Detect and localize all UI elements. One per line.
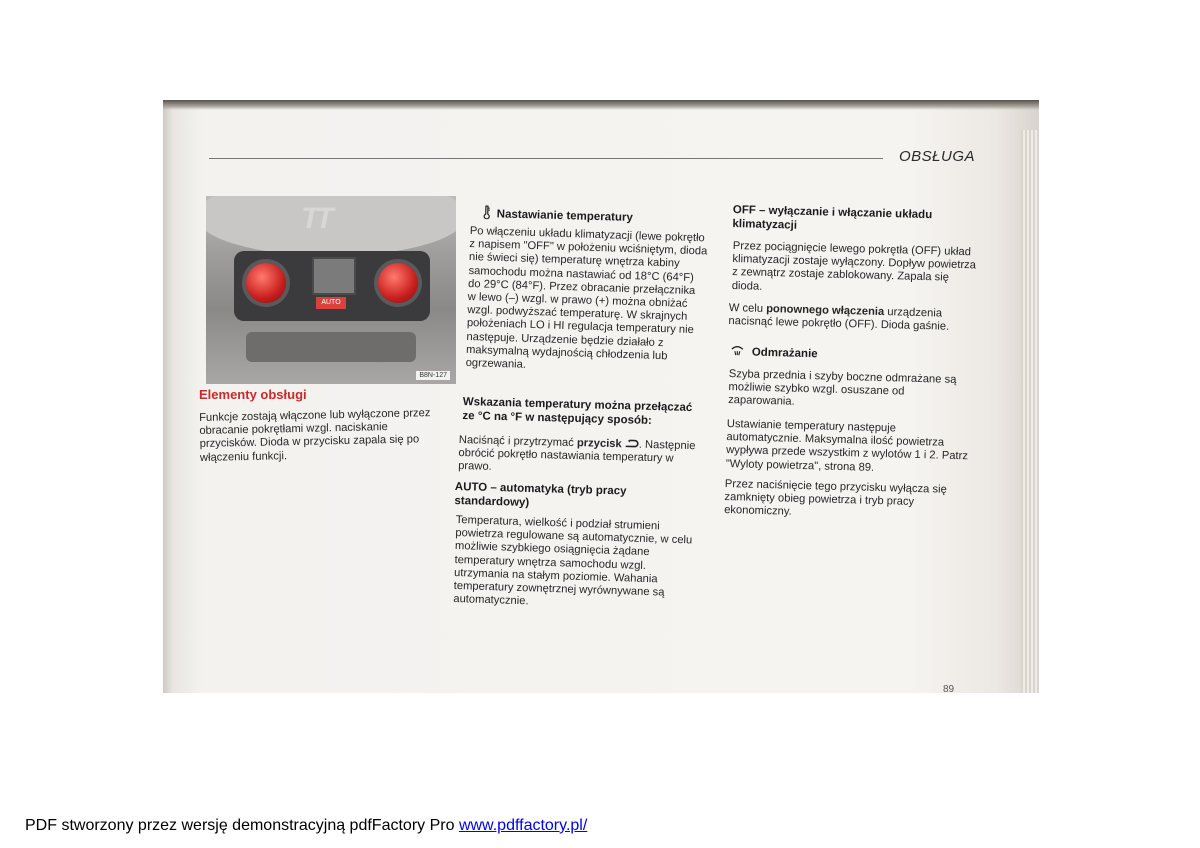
col3-p2-bold: ponownego włączenia <box>765 302 885 319</box>
pdf-footer <box>25 817 587 835</box>
col3-h2 <box>731 345 971 366</box>
page-number: 89 <box>943 684 955 693</box>
col3-h1: OFF – wyłączanie i włączanie układu klimatyzacji <box>732 204 933 232</box>
col2-heading-text: Nastawianie temperatury <box>496 208 634 224</box>
col1-text: Funkcje zostają włączone lub wyłączone przez obracanie pokrętłami wzgl. naciskanie przycisków. Dioda w przycisku zapala się po włączeniu funkcji. <box>199 407 431 464</box>
footer-text: PDF stworzony przez wersję demonstracyjną pdfFactory Pro <box>25 817 459 834</box>
col2-p2 <box>458 434 699 480</box>
col2-p2-a: Naciśnąć i przytrzymać <box>458 434 578 450</box>
col3-p4: Ustawianie temperatury następuje automatycznie. Maksymalna ilość powietrza wypływa przede wszystkim z wylotów 1 i 2. Patrz "Wyloty powietrza", strona 89. <box>725 418 969 474</box>
col2-p3: Temperatura, wielkość i podział strumieni powietrza regulowane są automatycznie, w celu możliwie szybkiego osiągnięcia żądane temperatury wnętrza samochodu wzgl. utrzymania na stałym poziomie. Wahania temperatury zownętrznej wyrównywane są automatycznie. <box>453 514 693 608</box>
col2-p2-bold: przycisk <box>576 437 622 451</box>
col3-p3: Szyba przednia i szyby boczne odmrażane są możliwie szybko wzgl. osuszane od zaparowania. <box>727 368 957 409</box>
scanned-page <box>163 100 1039 693</box>
left-knob <box>246 263 286 303</box>
climate-panel-photo <box>206 196 456 384</box>
col2-p1: Po włączeniu układu klimatyzacji (lewe pokrętło z napisem "OFF" w położeniu wciśniętym, dioda nie świeci się) temperaturę wnętrza kabiny samochodu można nastawiać od 18°C (64°F) do 29°C (84°F). Przez obracanie przełącznika w lewo (–) wzgl. w prawo (+) można obniżać wzgl. podwyższać temperaturę. W skrajnych położeniach LO i HI regulacja temperatury nie następuje. Urządzenie będzie działało z maksymalną wydajnością chłodzenia lub ogrzewania. <box>465 225 708 371</box>
defrost-icon <box>731 345 744 356</box>
lower-vent <box>246 332 416 362</box>
section-title: OBSŁUGA <box>899 148 976 165</box>
recirculation-icon <box>625 439 639 448</box>
page-top-shadow <box>163 100 1039 110</box>
col2-h3: AUTO – automatyka (tryb pracy standardowy) <box>454 481 627 509</box>
col3-h2-text: Odmrażanie <box>751 346 818 361</box>
col3-p2-a: W celu <box>728 302 767 315</box>
tt-badge: TT <box>301 202 330 235</box>
col3-p2 <box>728 302 974 335</box>
climate-control-panel <box>234 251 430 321</box>
page-edge <box>1021 130 1039 693</box>
header-rule <box>209 158 883 159</box>
footer-link[interactable]: www.pdffactory.pl/ <box>458 817 588 834</box>
right-knob <box>378 263 418 303</box>
col1-heading: Elementy obsługi <box>199 387 307 402</box>
display-screen <box>312 257 356 295</box>
figure-code: B8N-127 <box>416 371 450 380</box>
col3-p1: Przez pociągnięcie lewego pokrętła (OFF) układ klimatyzacji zostaje wyłączony. Dopływ powietrza z zewnątrz zostaje zablokowany. Zapala się dioda. <box>731 240 977 293</box>
auto-button: AUTO <box>316 297 346 309</box>
button-row <box>294 297 370 311</box>
col2-p2-b: . Następnie obrócić pokrętło nastawiania temperatury w prawo. <box>457 438 696 474</box>
col2-heading <box>483 205 713 228</box>
col3-p2-b: urządzenia nacisnąć lewe pokrętło (OFF). Dioda gaśnie. <box>728 306 950 333</box>
col3-p5: Przez naciśnięcie tego przycisku wyłącza się zamknięty obieg powietrza i tryb pracy ekonomiczny. <box>723 478 947 519</box>
thermometer-icon <box>483 205 491 219</box>
col2-h2: Wskazania temperatury można przełączać ze °C na °F w następujący sposób: <box>462 396 693 427</box>
dashboard-top <box>206 196 456 256</box>
